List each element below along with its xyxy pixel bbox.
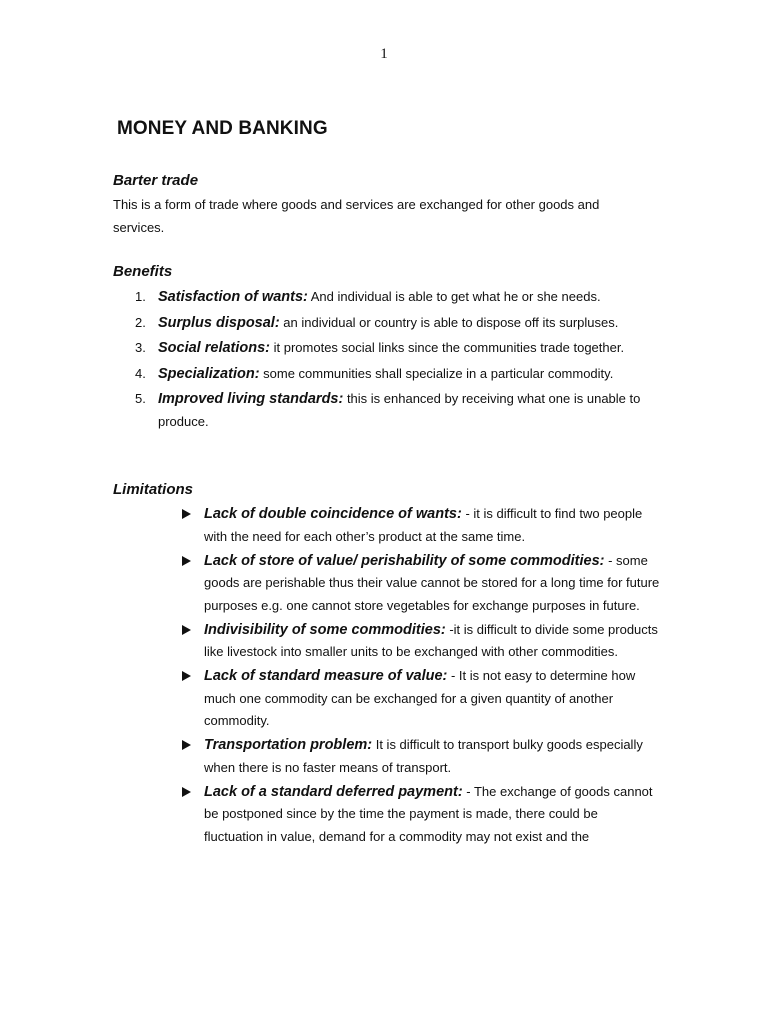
benefit-item <box>113 388 658 433</box>
benefit-text: it promotes social links since the communities trade together. <box>270 340 625 355</box>
limitation-text: -it is difficult to divide some products like livestock into smaller units to be exchanged with other commodities. <box>204 621 658 659</box>
barter-trade-heading: Barter trade <box>113 172 199 189</box>
limitation-item <box>180 665 660 733</box>
benefit-term: Social relations: <box>158 340 271 356</box>
limitation-term: Transportation problem: <box>204 737 373 753</box>
document-title: MONEY AND BANKING <box>117 118 328 139</box>
benefit-number: 1. <box>135 289 146 304</box>
limitation-term: Lack of a standard deferred payment: <box>204 783 463 800</box>
limitation-item <box>180 734 660 779</box>
arrow-bullet-icon <box>182 556 191 566</box>
limitation-item <box>180 550 660 618</box>
arrow-bullet-icon <box>182 625 191 635</box>
arrow-bullet-icon <box>182 671 191 681</box>
limitation-text: - some goods are perishable thus their value cannot be stored for a long time for future purposes e.g. one cannot store vegetables for exchange purposes in future. <box>204 552 660 613</box>
benefit-text: some communities shall specialize in a particular commodity. <box>259 365 614 381</box>
arrow-bullet-icon <box>182 740 191 750</box>
page-number: 1 <box>380 46 388 62</box>
barter-trade-definition: This is a form of trade where goods and services are exchanged for other goods and services. <box>113 197 600 235</box>
limitation-text: - It is not easy to determine how much one commodity can be exchanged for a given quantity of another commodity. <box>204 668 636 728</box>
benefit-item <box>113 337 658 360</box>
limitation-text: - The exchange of goods cannot be postponed since by the time the payment is made, there could be fluctuation in value, demand for a commodity may not exist and the <box>204 783 653 844</box>
benefit-number: 5. <box>135 391 146 406</box>
arrow-bullet-icon <box>182 787 191 797</box>
benefit-item <box>113 312 658 335</box>
benefit-item <box>113 286 658 309</box>
benefit-text: this is enhanced by receiving what one is unable to produce. <box>158 391 641 429</box>
benefit-text: And individual is able to get what he or she needs. <box>307 289 601 304</box>
limitation-term: Lack of double coincidence of wants: <box>204 506 462 522</box>
limitations-heading: Limitations <box>113 481 194 498</box>
benefit-number: 4. <box>135 365 146 381</box>
limitation-item <box>180 619 660 664</box>
benefit-term: Satisfaction of wants: <box>158 289 308 305</box>
benefit-term: Surplus disposal: <box>158 314 280 331</box>
limitation-term: Lack of standard measure of value: <box>204 668 448 684</box>
arrow-bullet-icon <box>182 509 191 519</box>
benefit-number: 3. <box>135 340 146 355</box>
benefit-term: Specialization: <box>158 365 260 382</box>
benefits-heading: Benefits <box>113 263 173 280</box>
limitation-term: Indivisibility of some commodities: <box>204 621 446 638</box>
limitation-term: Lack of store of value/ perishability of some commodities: <box>204 552 605 569</box>
limitation-item <box>180 781 660 849</box>
limitation-text: It is difficult to transport bulky goods especially when there is no faster means of transport. <box>204 737 643 775</box>
benefits-list <box>113 286 658 436</box>
benefit-text: an individual or country is able to dispose off its surpluses. <box>279 314 619 330</box>
benefit-number: 2. <box>135 314 146 330</box>
benefit-term: Improved living standards: <box>158 391 344 407</box>
limitations-list <box>180 503 660 850</box>
limitation-item <box>180 503 660 548</box>
limitation-text: - it is difficult to find two people with the need for each other’s product at the same time. <box>204 506 643 544</box>
benefit-item <box>113 363 658 386</box>
